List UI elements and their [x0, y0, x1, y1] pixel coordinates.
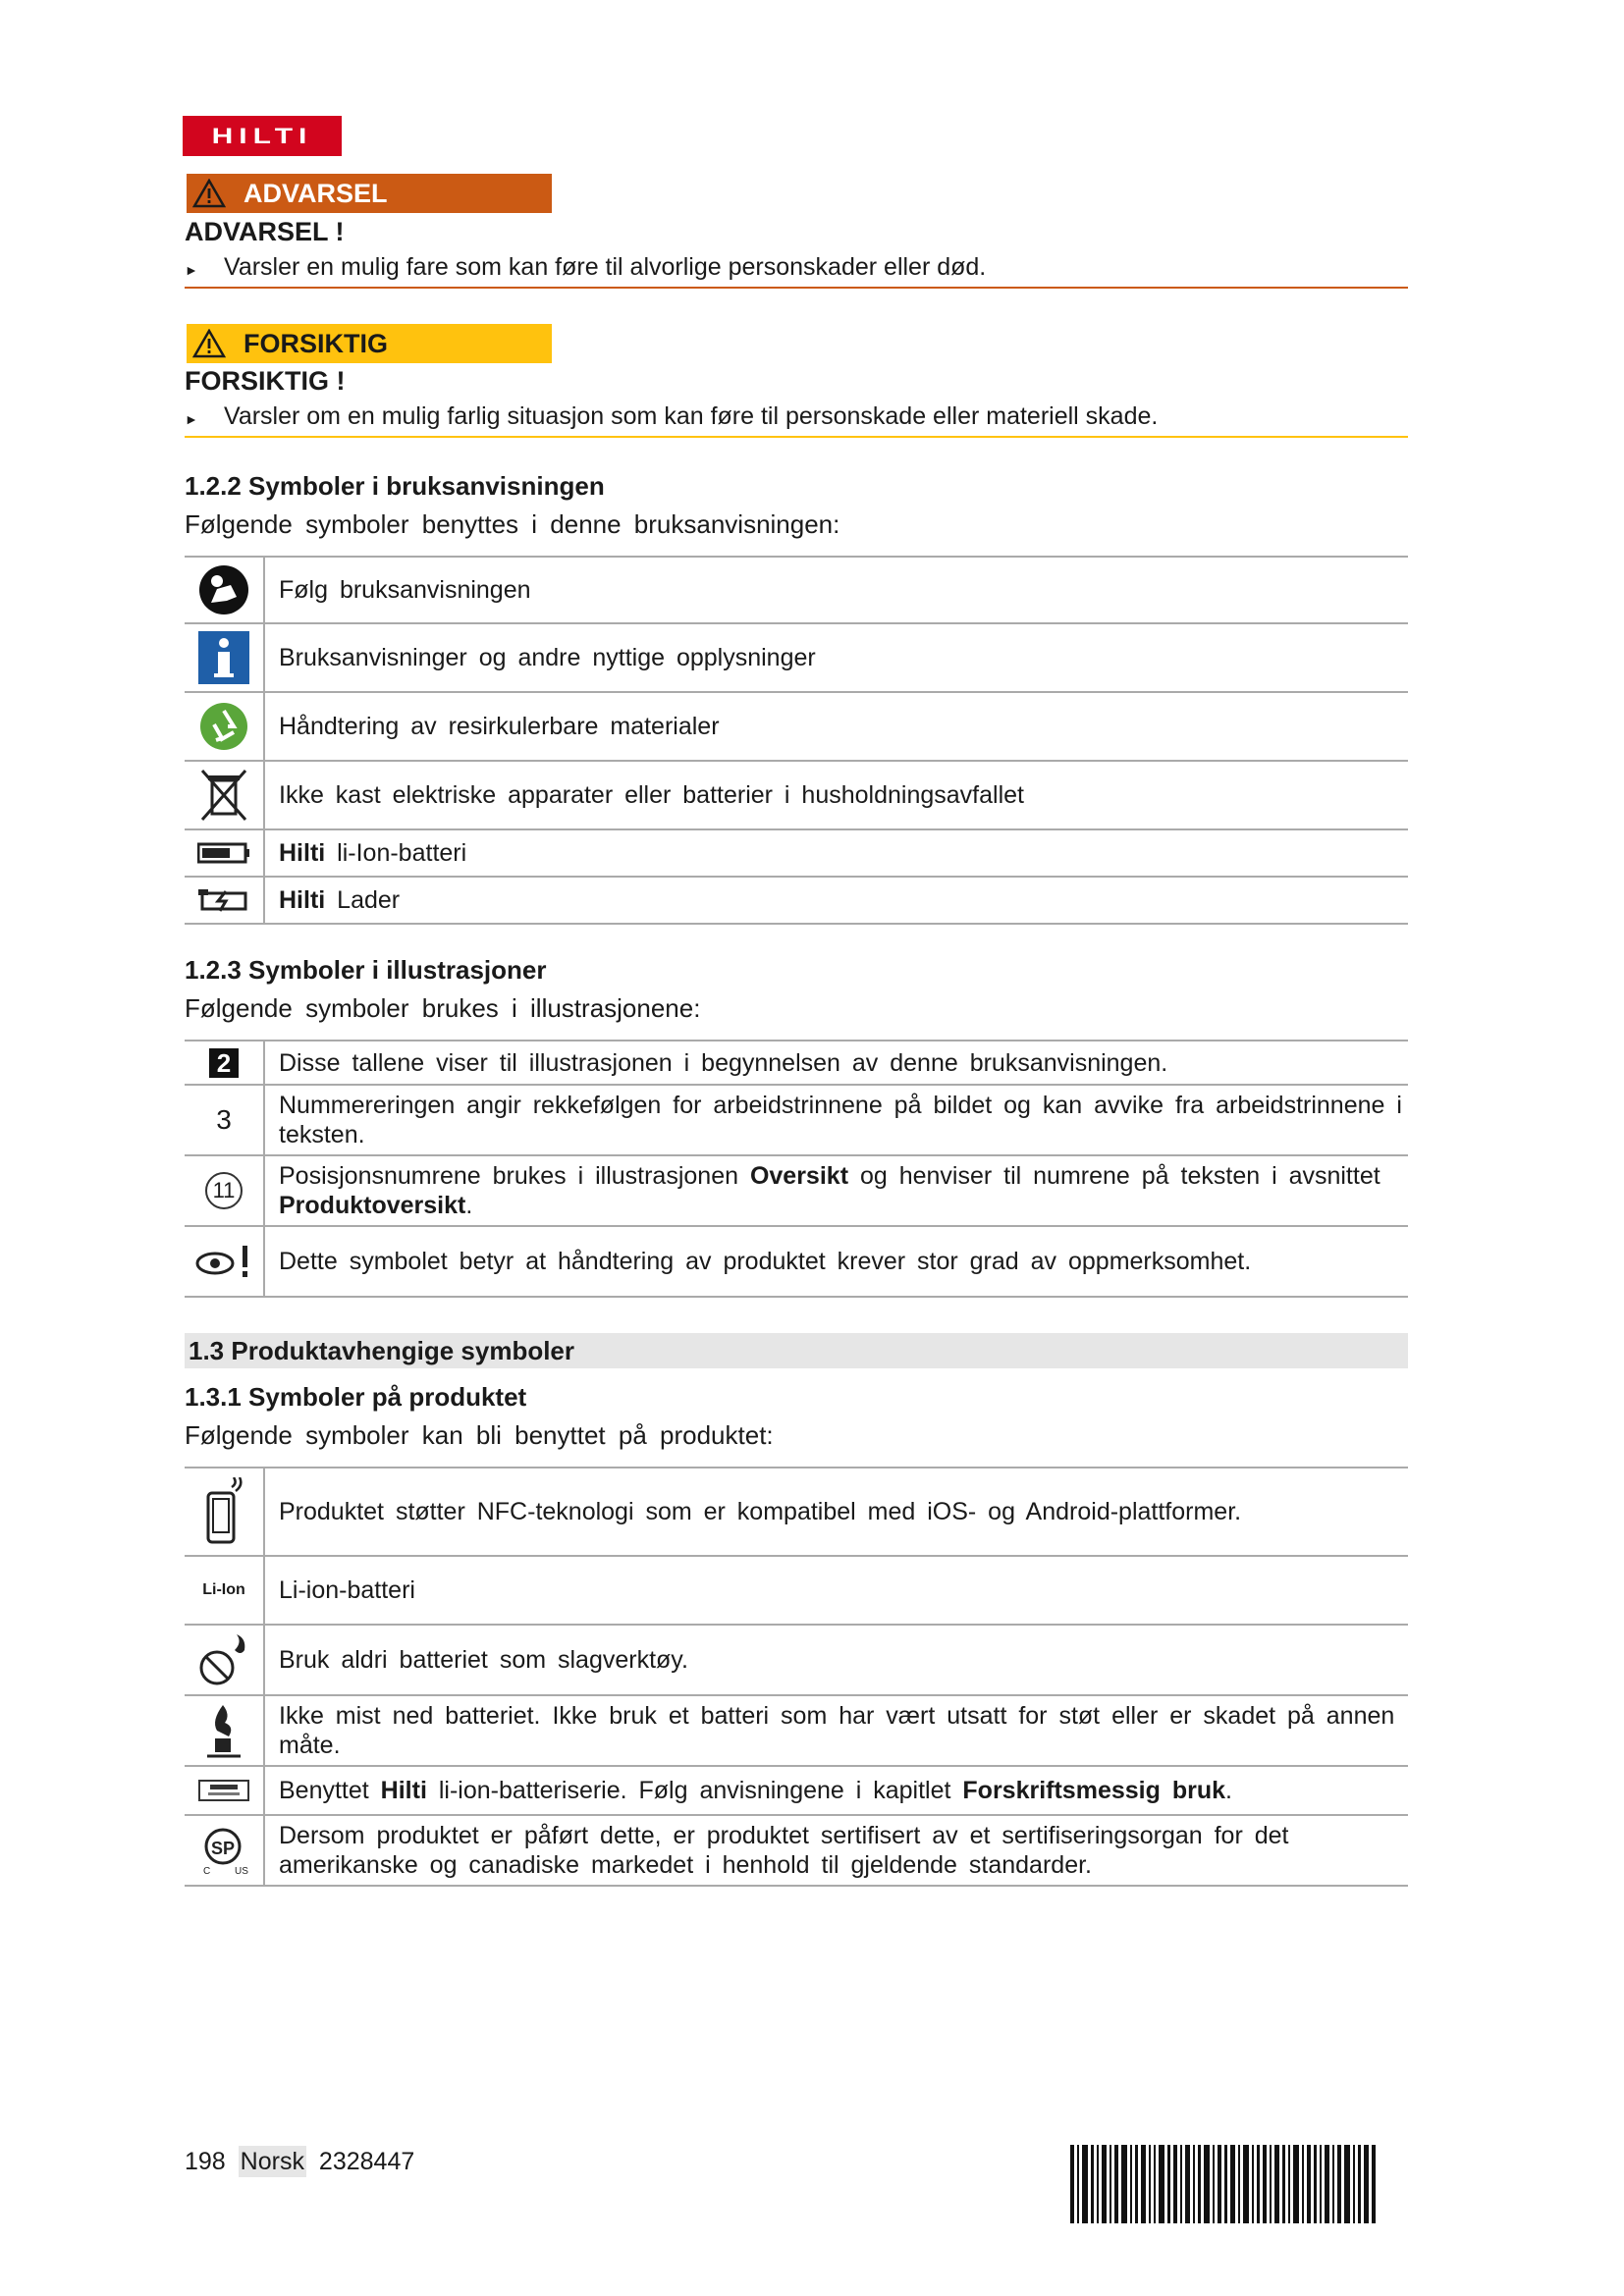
caution-divider [185, 436, 1408, 438]
position-number-icon: 11 [185, 1156, 265, 1225]
svg-text:SP: SP [210, 1839, 236, 1858]
crossed-bin-icon [185, 762, 265, 828]
doc-number: 2328447 [318, 2148, 415, 2175]
svg-text:US: US [235, 1866, 248, 1876]
row-text: Dersom produktet er påført dette, er produktet sertifisert av et sertifiseringsorgan for det amerikanske og canadiske markedet i henhold til gjeldende standarder. [279, 1822, 1289, 1879]
footer-language: Norsk [240, 2148, 304, 2175]
row-text: Produktet støtter NFC-teknologi som er kompatibel med iOS- og Android-plattformer. [279, 1498, 1242, 1525]
table-row [185, 624, 1408, 693]
symbol-table-illustrations [185, 1040, 1408, 1298]
do-not-drop-icon [185, 1696, 265, 1765]
row-text: Nummereringen angir rekkefølgen for arbeidstrinnene på bildet og kan avvike fra arbeidstrinnene i teksten. [279, 1092, 1402, 1148]
warning-bullet [185, 253, 986, 282]
recycle-icon [185, 693, 265, 760]
csa-cert-icon [185, 1816, 265, 1885]
row-text: Benyttet Hilti li-ion-batteriserie. Følg anvisningene i kapitlet Forskriftsmessig bruk. [279, 1777, 1232, 1804]
row-text: Hilti Lader [279, 886, 401, 914]
table-row [185, 1086, 1408, 1156]
table-row [185, 762, 1408, 830]
row-text: Ikke mist ned batteriet. Ikke bruk et batteri som har vært utsatt for støt eller er skadet på annen måte. [279, 1702, 1395, 1759]
battery-icon [185, 830, 265, 876]
battery-series-icon [185, 1767, 265, 1814]
table-row [185, 1468, 1408, 1557]
info-icon [185, 624, 265, 691]
intro-1-2-3: Følgende symboler brukes i illustrasjonene: [185, 993, 701, 1023]
table-row [185, 1041, 1408, 1086]
row-text: Posisjonsnumrene brukes i illustrasjonen Oversikt og henviser til numrene på teksten i avsnittet Produktoversikt. [279, 1162, 1380, 1219]
li-ion-label-icon: Li-Ion [185, 1557, 265, 1624]
row-text: Hilti li-Ion-batteri [279, 839, 467, 867]
table-row [185, 1227, 1408, 1298]
caution-triangle-icon [192, 329, 226, 358]
attention-icon [185, 1227, 265, 1296]
table-row [185, 1557, 1408, 1626]
warning-banner [187, 174, 552, 213]
caution-signal-word: FORSIKTIG ! [185, 366, 346, 396]
row-text: Håndtering av resirkulerbare materialer [279, 713, 720, 740]
row-text: Dette symbolet betyr at håndtering av produktet krever stor grad av oppmerksomhet. [279, 1248, 1252, 1275]
heading-1-3-1: 1.3.1 Symboler på produktet [185, 1382, 527, 1412]
figure-number-icon: 2 [185, 1041, 265, 1084]
hilti-logo: HILTI [183, 116, 342, 156]
row-text: Disse tallene viser til illustrasjonen i begynnelsen av denne bruksanvisningen. [279, 1048, 1168, 1077]
heading-1-2-2: 1.2.2 Symboler i bruksanvisningen [185, 471, 605, 501]
table-row [185, 1816, 1408, 1887]
warning-banner-label: ADVARSEL [244, 178, 388, 208]
step-number-icon: 3 [185, 1086, 265, 1154]
bullet-arrow-icon: ► [185, 411, 198, 427]
nfc-phone-icon [185, 1468, 265, 1555]
warning-text: Varsler en mulig fare som kan føre til alvorlige personskader eller død. [224, 253, 987, 281]
table-row [185, 693, 1408, 762]
page-footer [185, 2148, 414, 2176]
caution-banner-label: FORSIKTIG [244, 328, 388, 358]
table-row [185, 1156, 1408, 1227]
caution-text: Varsler om en mulig farlig situasjon som kan føre til personskade eller materiell skade. [224, 402, 1159, 430]
table-row [185, 1626, 1408, 1696]
row-text: Følg bruksanvisningen [279, 576, 531, 604]
intro-1-3-1: Følgende symboler kan bli benyttet på produktet: [185, 1420, 774, 1450]
bullet-arrow-icon: ► [185, 262, 198, 278]
row-text: Bruk aldri batteriet som slagverktøy. [279, 1646, 688, 1674]
row-text: Ikke kast elektriske apparater eller batterier i husholdningsavfallet [279, 781, 1024, 809]
warning-signal-word: ADVARSEL ! [185, 217, 345, 246]
table-row [185, 830, 1408, 878]
warning-triangle-icon [192, 179, 226, 208]
row-text: Li-ion-batteri [279, 1576, 415, 1604]
page-number: 198 [185, 2148, 226, 2175]
intro-1-2-2: Følgende symboler benyttes i denne bruksanvisningen: [185, 509, 840, 539]
table-row [185, 878, 1408, 925]
symbol-table-product [185, 1467, 1408, 1887]
table-row [185, 1696, 1408, 1767]
heading-1-2-3: 1.2.3 Symboler i illustrasjoner [185, 955, 547, 985]
read-manual-icon [185, 558, 265, 622]
caution-bullet [185, 402, 1158, 431]
svg-text:C: C [203, 1866, 211, 1876]
caution-banner [187, 324, 552, 363]
row-text: Bruksanvisninger og andre nyttige opplysninger [279, 644, 816, 671]
table-row [185, 1767, 1408, 1816]
table-row [185, 558, 1408, 624]
heading-1-3: 1.3 Produktavhengige symboler [185, 1333, 1408, 1368]
symbol-table-manual [185, 556, 1408, 925]
charger-icon [185, 878, 265, 923]
barcode [1070, 2145, 1410, 2223]
warning-divider [185, 287, 1408, 289]
no-striking-icon [185, 1626, 265, 1694]
